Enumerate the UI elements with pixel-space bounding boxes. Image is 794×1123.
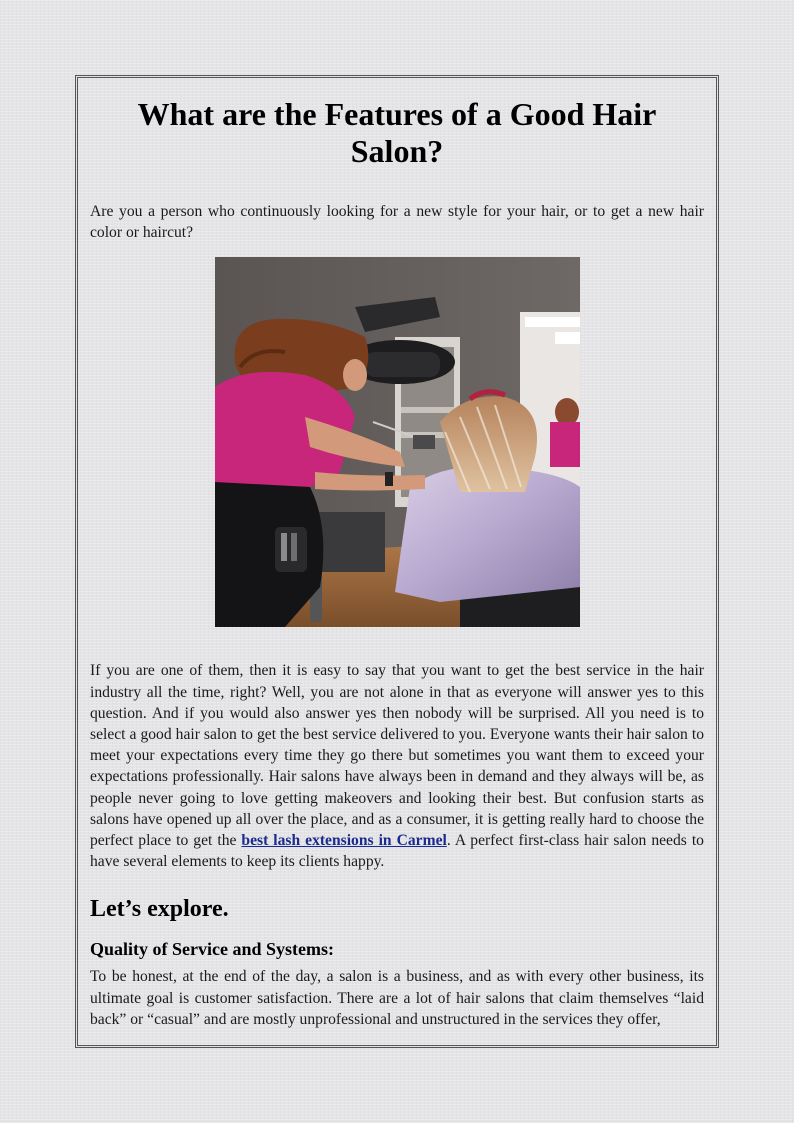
- service-paragraph: To be honest, at the end of the day, a salon is a business, and as with every other business, its ultimate goal is customer satisfaction. There are a lot of hair salons that claim themselves “laid back” or “casual” and are mostly unprofessional and unstructured in the services they offer,: [90, 968, 704, 1028]
- salon-photo: [215, 257, 580, 627]
- main-paragraph-text: If you are one of them, then it is easy to say that you want to get the best service in the hair industry all the time, right? Well, you are not alone in that as everyone will answer yes to this question. And if you would also answer yes then nobody will be surprised. All you need is to select a good hair salon to get the best service delivered to you. Everyone wants their hair salon to meet your expectations every time they go there but sometimes you want them to exceed your expectations professionally. Hair salons have always been in demand and they always will be, as people never going to love getting makeovers and looking their best. But confusion starts as salons have opened up all over the place, and as a consumer, it is getting really hard to choose the perfect place to get the: [90, 662, 704, 850]
- section-heading: Let’s explore.: [90, 896, 229, 923]
- article-title: What are the Features of a Good Hair Salon?: [137, 96, 657, 169]
- article-content: [90, 78, 704, 1030]
- intro-paragraph: Are you a person who continuously looking for a new style for your hair, or to get a new hair color or haircut?: [90, 203, 704, 242]
- page-frame: [75, 75, 719, 1048]
- lash-extensions-link[interactable]: best lash extensions in Carmel: [241, 832, 447, 850]
- main-paragraph-end: . A perfect first-class hair salon needs to have several elements to keep its clients happy.: [90, 832, 704, 871]
- main-paragraph: [90, 660, 704, 872]
- subsection-heading: Quality of Service and Systems:: [90, 939, 334, 960]
